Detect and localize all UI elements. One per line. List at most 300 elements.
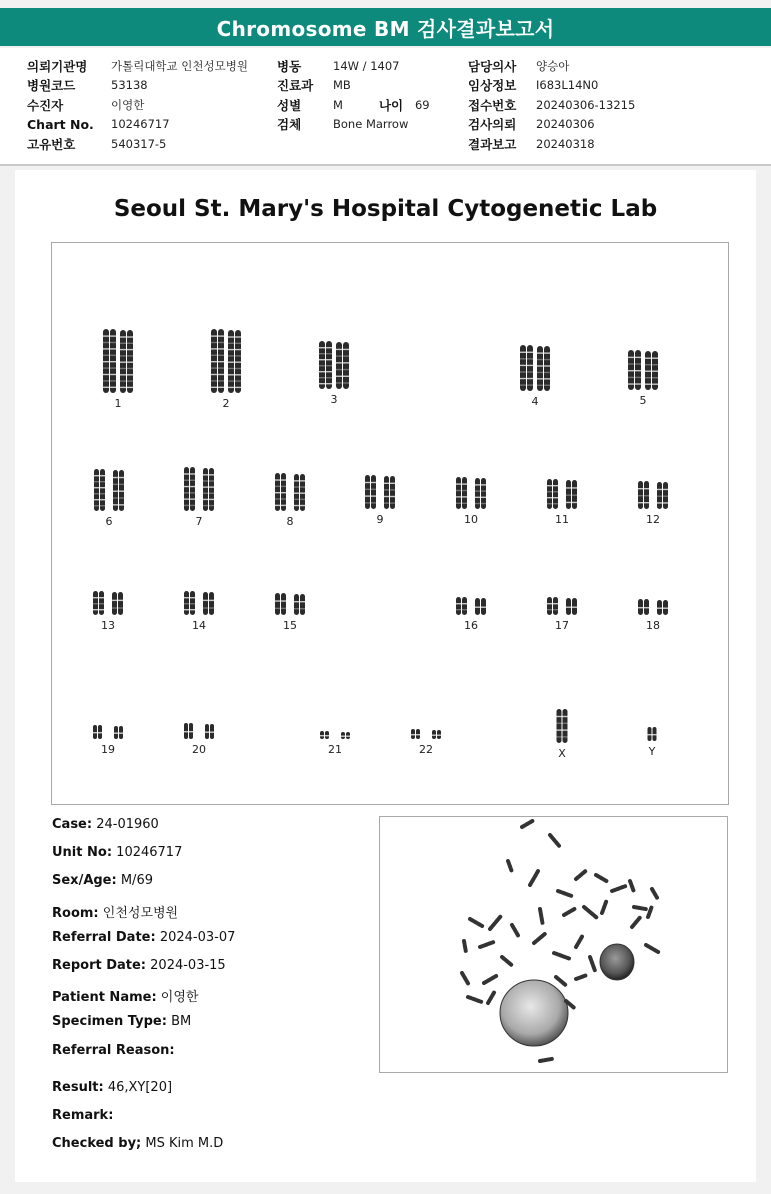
case-value: 24-01960 — [96, 817, 159, 832]
metaphase-spread-picture — [380, 817, 727, 1072]
band-mark — [203, 480, 208, 481]
band-mark — [557, 716, 562, 717]
band-mark — [103, 355, 109, 356]
band-mark — [326, 383, 332, 384]
band-mark — [336, 362, 342, 363]
header-row — [277, 115, 430, 135]
band-mark — [557, 736, 562, 737]
band-mark — [544, 372, 550, 373]
band-mark — [663, 608, 668, 609]
band-mark — [300, 480, 305, 481]
chromosome-figure — [644, 727, 660, 741]
chromosome-figure — [545, 597, 579, 615]
band-mark — [294, 480, 299, 481]
chromosome-figure — [182, 591, 216, 615]
reason-row — [52, 1043, 372, 1071]
band-mark — [462, 609, 467, 610]
band-mark — [94, 505, 99, 506]
metaphase-chromosome — [590, 957, 595, 970]
band-mark — [343, 355, 349, 356]
chromosome-label: X — [558, 747, 566, 760]
band-mark — [294, 499, 299, 500]
band-mark — [547, 503, 552, 504]
chromatid-mark — [384, 476, 389, 509]
band-mark — [203, 499, 208, 500]
band-mark — [228, 336, 234, 337]
chromatid-mark — [275, 593, 280, 615]
chromosome-figure — [92, 469, 126, 511]
checked-row — [52, 1136, 392, 1164]
metaphase-chromosome — [652, 889, 657, 898]
band-mark — [537, 352, 543, 353]
band-mark — [184, 473, 189, 474]
band-mark — [635, 370, 641, 371]
band-mark — [99, 603, 104, 604]
chromosome-label: 3 — [330, 393, 338, 406]
band-mark — [572, 502, 577, 503]
sex-label: 성별 — [277, 97, 302, 113]
band-mark — [520, 352, 526, 353]
band-mark — [300, 608, 305, 609]
header-label: 임상정보 — [468, 78, 517, 94]
band-mark — [93, 597, 98, 598]
age-label: 나이 — [378, 97, 404, 113]
dept-value: MB — [333, 78, 351, 93]
band-mark — [384, 496, 389, 497]
chromatid-mark — [371, 475, 376, 509]
band-mark — [127, 374, 133, 375]
band-mark — [553, 485, 558, 486]
band-mark — [563, 723, 568, 724]
band-mark — [638, 488, 643, 489]
chromosome-13 — [78, 591, 138, 632]
band-mark — [94, 499, 99, 500]
metaphase-chromosome — [464, 941, 466, 951]
band-mark — [300, 505, 305, 506]
chromosome-figure — [317, 341, 351, 389]
chromatid-mark — [547, 597, 552, 615]
metaphase-chromosome — [490, 917, 500, 929]
band-mark — [300, 601, 305, 602]
header-row — [27, 76, 248, 96]
band-mark — [635, 377, 641, 378]
chromatid-mark — [481, 478, 486, 509]
band-mark — [326, 371, 332, 372]
band-mark — [211, 374, 217, 375]
band-mark — [211, 380, 217, 381]
band-mark — [103, 367, 109, 368]
metaphase-chromosome — [612, 886, 625, 891]
chromosome-figure — [518, 345, 552, 391]
chromosome-figure — [409, 729, 443, 739]
band-mark — [110, 348, 116, 349]
chromosome-label: Y — [648, 745, 656, 758]
band-mark — [281, 608, 286, 609]
header-column-2 — [277, 56, 430, 134]
band-mark — [343, 382, 349, 383]
band-mark — [228, 380, 234, 381]
chromosome-12 — [623, 481, 683, 526]
metaphase-chromosome — [540, 1059, 552, 1061]
metaphase-chromosome — [602, 902, 606, 913]
band-mark — [110, 380, 116, 381]
chromatid-mark — [462, 477, 467, 509]
metaphase-chromosome — [502, 957, 511, 965]
metaphase-chromosome — [576, 937, 582, 947]
chromosome-figure — [554, 709, 570, 743]
chromosome-figure — [182, 467, 216, 511]
unit-label: Unit No: — [52, 845, 113, 861]
band-mark — [120, 336, 126, 337]
band-mark — [218, 367, 224, 368]
band-mark — [336, 355, 342, 356]
band-mark — [189, 731, 193, 732]
chromosome-label: 1 — [114, 397, 122, 410]
band-mark — [110, 335, 116, 336]
band-mark — [203, 505, 208, 506]
band-mark — [94, 481, 99, 482]
band-mark — [456, 496, 461, 497]
band-mark — [119, 491, 124, 492]
referral-date-value: 2024-03-07 — [159, 929, 236, 945]
band-mark — [100, 475, 105, 476]
band-mark — [211, 335, 217, 336]
band-mark — [119, 484, 124, 485]
band-mark — [520, 371, 526, 372]
referral-date-label: Referral Date: — [52, 929, 156, 945]
band-mark — [544, 378, 550, 379]
chromosome-figure — [91, 725, 125, 739]
chromatid-mark — [281, 593, 286, 615]
chromosome-label: 19 — [101, 743, 115, 756]
chromosome-figure — [636, 599, 670, 615]
band-mark — [628, 383, 634, 384]
chromosome-14 — [169, 591, 229, 632]
band-mark — [390, 496, 395, 497]
chromatid-mark — [553, 479, 558, 509]
band-mark — [365, 502, 370, 503]
chromosome-1 — [88, 329, 148, 410]
band-mark — [113, 491, 118, 492]
band-mark — [527, 371, 533, 372]
band-mark — [390, 502, 395, 503]
band-mark — [281, 492, 286, 493]
band-mark — [462, 496, 467, 497]
chromosome-figure — [91, 591, 125, 615]
chromatid-mark — [203, 592, 208, 615]
specimen-label: 검체 — [277, 117, 302, 133]
ward-value: 14W / 1407 — [333, 58, 400, 73]
chromatid-mark — [462, 597, 467, 615]
band-mark — [211, 342, 217, 343]
band-mark — [481, 503, 486, 504]
header-row — [277, 95, 430, 115]
band-mark — [93, 603, 98, 604]
band-mark — [118, 607, 123, 608]
result-row — [52, 1080, 392, 1108]
band-mark — [657, 608, 662, 609]
metaphase-chromosome — [630, 881, 633, 890]
chromosome-figure — [626, 350, 660, 390]
band-mark — [184, 505, 189, 506]
chromatid-mark — [475, 478, 480, 509]
chromosome-Y — [622, 727, 682, 758]
chromosome-3 — [304, 341, 364, 406]
header-row — [27, 95, 248, 115]
chromosome-label: 22 — [419, 743, 433, 756]
band-mark — [644, 607, 649, 608]
band-mark — [319, 359, 325, 360]
band-mark — [184, 609, 189, 610]
band-mark — [110, 367, 116, 368]
specimen-label: Specimen Type: — [52, 1014, 167, 1030]
chromosome-8 — [260, 473, 320, 528]
band-mark — [638, 607, 643, 608]
band-mark — [657, 489, 662, 490]
result-value: 46,XY[20] — [107, 1080, 173, 1095]
band-mark — [481, 490, 486, 491]
band-mark — [190, 486, 195, 487]
band-mark — [456, 603, 461, 604]
band-mark — [648, 734, 652, 735]
band-mark — [294, 608, 299, 609]
band-mark — [663, 502, 668, 503]
band-mark — [119, 497, 124, 498]
chromosome-figure — [454, 597, 488, 615]
band-mark — [235, 380, 241, 381]
band-mark — [456, 483, 461, 484]
band-mark — [94, 475, 99, 476]
band-mark — [527, 358, 533, 359]
chromosome-figure — [101, 329, 135, 393]
chromosome-4 — [505, 345, 565, 408]
band-mark — [120, 343, 126, 344]
band-mark — [319, 371, 325, 372]
band-mark — [566, 502, 571, 503]
band-mark — [644, 502, 649, 503]
header-value: 540317-5 — [111, 136, 167, 151]
chromatid-mark — [557, 709, 562, 743]
chromosome-label: 15 — [283, 619, 297, 632]
band-mark — [652, 377, 658, 378]
band-mark — [103, 387, 109, 388]
interphase-nucleus — [600, 944, 634, 980]
unit-value: 10246717 — [116, 845, 183, 861]
band-mark — [628, 357, 634, 358]
checked-label: Checked by; — [52, 1136, 142, 1152]
patient-label: Patient Name: — [52, 990, 157, 1006]
band-mark — [547, 603, 552, 604]
band-mark — [336, 349, 342, 350]
metaphase-chromosome — [550, 835, 559, 846]
band-mark — [553, 491, 558, 492]
band-mark — [235, 349, 241, 350]
band-mark — [218, 355, 224, 356]
band-mark — [209, 493, 214, 494]
chromosome-9 — [350, 475, 410, 526]
karyotype-panel — [51, 242, 729, 805]
chromosome-figure — [454, 477, 488, 509]
chromosome-label: 16 — [464, 619, 478, 632]
band-mark — [281, 486, 286, 487]
band-mark — [218, 387, 224, 388]
band-mark — [475, 497, 480, 498]
band-mark — [103, 380, 109, 381]
header-value: 20240306 — [536, 117, 595, 132]
lab-title: Seoul St. Mary's Hospital Cytogenetic Lab — [113, 196, 658, 222]
metaphase-chromosome — [596, 875, 606, 881]
band-mark — [336, 382, 342, 383]
header-label: 고유번호 — [27, 136, 76, 152]
metaphase-chromosome — [556, 977, 565, 985]
metaphase-chromosome — [576, 976, 585, 979]
band-mark — [228, 355, 234, 356]
interphase-nucleus — [500, 980, 568, 1046]
band-mark — [209, 474, 214, 475]
band-mark — [537, 378, 543, 379]
header-value: 이영한 — [111, 97, 145, 112]
chromosome-17 — [532, 597, 592, 632]
band-mark — [110, 361, 116, 362]
chromosome-label: 9 — [376, 513, 384, 526]
band-mark — [537, 365, 543, 366]
band-mark — [100, 499, 105, 500]
header-column-3 — [468, 56, 635, 154]
band-mark — [218, 342, 224, 343]
band-mark — [235, 368, 241, 369]
band-mark — [218, 380, 224, 381]
band-mark — [190, 609, 195, 610]
case-info — [52, 817, 372, 1071]
band-mark — [211, 355, 217, 356]
band-mark — [300, 499, 305, 500]
chromatid-mark — [365, 475, 370, 509]
band-mark — [371, 482, 376, 483]
report-date-value: 2024-03-15 — [150, 957, 226, 973]
band-mark — [120, 374, 126, 375]
header-row — [468, 134, 635, 154]
header-label: 담당의사 — [468, 58, 517, 74]
chromosome-11 — [532, 479, 592, 526]
band-mark — [520, 358, 526, 359]
band-mark — [235, 336, 241, 337]
metaphase-chromosome — [646, 945, 658, 952]
band-mark — [228, 368, 234, 369]
band-mark — [235, 374, 241, 375]
band-mark — [320, 735, 324, 736]
chromosome-5 — [613, 350, 673, 407]
band-mark — [190, 492, 195, 493]
band-mark — [275, 492, 280, 493]
header-label: 병원코드 — [27, 78, 76, 94]
specimen-row — [52, 1014, 372, 1042]
band-mark — [343, 362, 349, 363]
band-mark — [114, 733, 118, 734]
band-mark — [475, 607, 480, 608]
band-mark — [572, 487, 577, 488]
band-mark — [371, 489, 376, 490]
band-mark — [235, 387, 241, 388]
header-row — [27, 115, 248, 135]
chromosome-X — [532, 709, 592, 760]
remark-label: Remark: — [52, 1108, 114, 1124]
band-mark — [384, 502, 389, 503]
band-mark — [184, 597, 189, 598]
band-mark — [112, 607, 117, 608]
result-label: Result: — [52, 1080, 104, 1095]
band-mark — [209, 607, 214, 608]
band-mark — [120, 362, 126, 363]
band-mark — [553, 609, 558, 610]
chromosome-label: 18 — [646, 619, 660, 632]
band-mark — [275, 608, 280, 609]
band-mark — [365, 489, 370, 490]
chromosome-22 — [396, 729, 456, 756]
band-mark — [190, 473, 195, 474]
band-mark — [645, 377, 651, 378]
band-mark — [343, 376, 349, 377]
header-value: 20240318 — [536, 136, 595, 151]
band-mark — [120, 380, 126, 381]
chromosome-7 — [169, 467, 229, 528]
chromosome-2 — [196, 329, 256, 410]
band-mark — [275, 479, 280, 480]
metaphase-chromosome — [576, 871, 585, 879]
room-value: 인천성모병원 — [102, 905, 179, 921]
band-mark — [127, 336, 133, 337]
band-mark — [653, 734, 657, 735]
band-mark — [544, 359, 550, 360]
band-mark — [210, 732, 214, 733]
band-mark — [663, 496, 668, 497]
band-mark — [127, 343, 133, 344]
band-mark — [481, 497, 486, 498]
band-mark — [319, 347, 325, 348]
metaphase-chromosome — [632, 918, 640, 927]
ward-label: 병동 — [277, 58, 302, 74]
band-mark — [663, 489, 668, 490]
chromosome-label: 12 — [646, 513, 660, 526]
header-label: 결과보고 — [468, 136, 517, 152]
band-mark — [127, 362, 133, 363]
chromosome-16 — [441, 597, 501, 632]
band-mark — [481, 607, 486, 608]
header-row — [468, 115, 635, 135]
band-mark — [638, 495, 643, 496]
chromosome-18 — [623, 599, 683, 632]
band-mark — [119, 477, 124, 478]
chromosome-label: 20 — [192, 743, 206, 756]
band-mark — [275, 486, 280, 487]
band-mark — [98, 732, 102, 733]
chromatid-mark — [456, 597, 461, 615]
band-mark — [203, 474, 208, 475]
band-mark — [462, 503, 467, 504]
band-mark — [547, 497, 552, 498]
band-mark — [462, 603, 467, 604]
band-mark — [326, 347, 332, 348]
case-row — [52, 817, 372, 845]
band-mark — [203, 493, 208, 494]
band-mark — [557, 723, 562, 724]
metaphase-chromosome — [530, 871, 538, 885]
band-mark — [211, 387, 217, 388]
band-mark — [365, 495, 370, 496]
band-mark — [209, 600, 214, 601]
specimen-value: BM — [171, 1014, 192, 1030]
report-page — [15, 170, 756, 1182]
band-mark — [520, 365, 526, 366]
